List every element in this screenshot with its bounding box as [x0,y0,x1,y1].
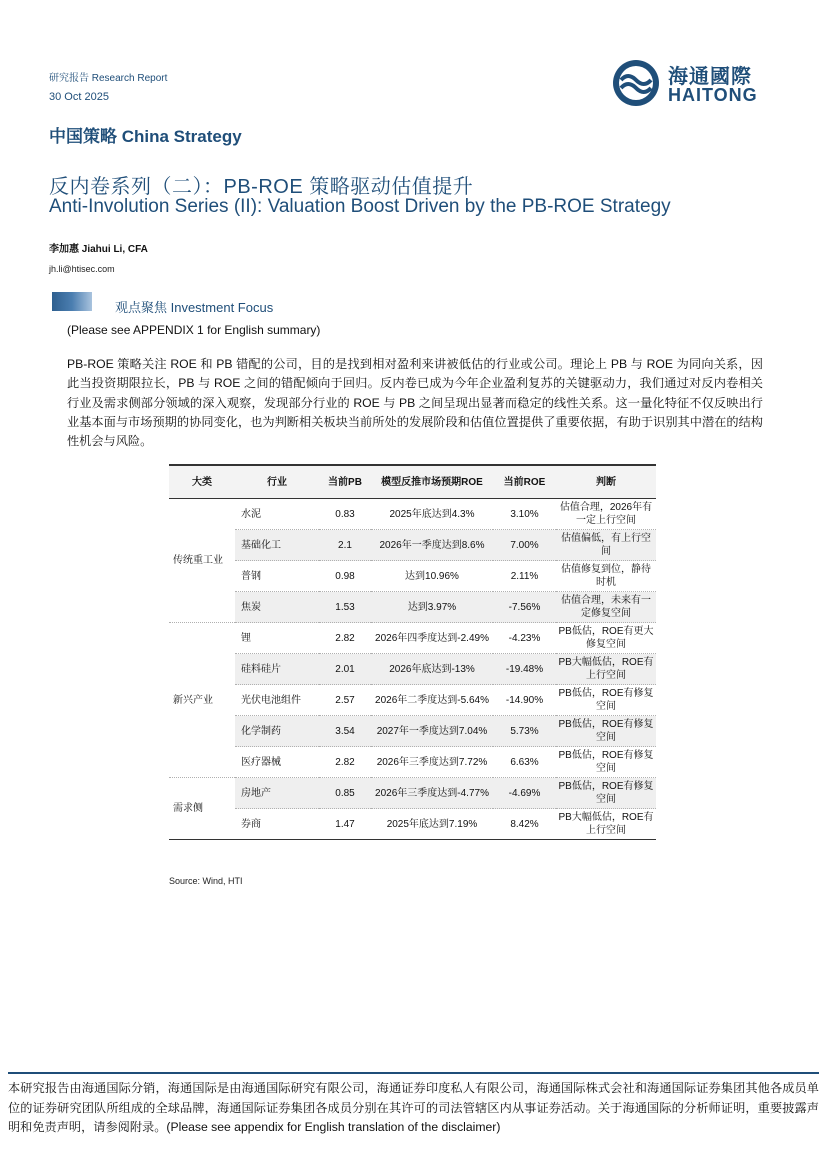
pb-cell: 2.82 [319,623,371,654]
industry-cell: 化学制药 [235,716,319,747]
expected-roe-cell: 2026年三季度达到-4.77% [371,778,493,809]
judgment-cell: PB低估，ROE有更大修复空间 [556,623,656,654]
pb-cell: 0.98 [319,561,371,592]
header-current-roe: 当前ROE [493,465,556,499]
expected-roe-cell: 2026年底达到-13% [371,654,493,685]
report-title-chinese: 反内卷系列（二）：PB-ROE 策略驱动估值提升 [49,176,474,198]
table-row [169,716,656,747]
table-row [169,499,656,530]
expected-roe-cell: 2025年底达到7.19% [371,809,493,840]
header-category: 大类 [169,465,235,499]
pb-cell: 1.47 [319,809,371,840]
table-row [169,530,656,561]
judgment-cell: 估值修复到位，静待时机 [556,561,656,592]
header-industry: 行业 [235,465,319,499]
pb-cell: 2.82 [319,747,371,778]
pb-cell: 1.53 [319,592,371,623]
expected-roe-cell: 达到10.96% [371,561,493,592]
category-cell: 传统重工业 [169,499,235,623]
roe-cell: -4.23% [493,623,556,654]
pb-cell: 0.83 [319,499,371,530]
expected-roe-cell: 2025年底达到4.3% [371,499,493,530]
judgment-cell: 估值合理，2026年有一定上行空间 [556,499,656,530]
roe-cell: -7.56% [493,592,556,623]
judgment-cell: PB大幅低估，ROE有上行空间 [556,809,656,840]
industry-cell: 焦炭 [235,592,319,623]
category-cell: 需求侧 [169,778,235,840]
judgment-cell: 估值偏低，有上行空间 [556,530,656,561]
industry-cell: 普钢 [235,561,319,592]
disclaimer: 本研究报告由海通国际分销，海通国际是由海通国际研究有限公司，海通证券印度私人有限公司，海通国际株式会社和海通国际证券集团其他各成员单位的证券研究团队所组成的全球品牌，海通国际证券集团各成员分别在其许可的司法管辖区内从事证券活动。关于海通国际的分析师证明，重要披露声明和免责声明，请参阅附录。(Please see appendix for English translation of the disclaimer) [8,1072,819,1138]
table-source: Source: Wind, HTI [169,876,243,886]
haitong-logo-icon [608,58,664,108]
roe-cell: -19.48% [493,654,556,685]
judgment-cell: 估值合理，未来有一定修复空间 [556,592,656,623]
judgment-cell: PB大幅低估，ROE有上行空间 [556,654,656,685]
roe-cell: 7.00% [493,530,556,561]
table-row [169,654,656,685]
industry-cell: 水泥 [235,499,319,530]
pb-cell: 3.54 [319,716,371,747]
industry-cell: 光伏电池组件 [235,685,319,716]
expected-roe-cell: 2026年一季度达到8.6% [371,530,493,561]
pb-cell: 2.57 [319,685,371,716]
roe-cell: 2.11% [493,561,556,592]
expected-roe-cell: 达到3.97% [371,592,493,623]
industry-cell: 基础化工 [235,530,319,561]
table-row [169,809,656,840]
logo-english-name: HAITONG [668,85,758,105]
industry-cell: 房地产 [235,778,319,809]
table-row [169,747,656,778]
roe-cell: -4.69% [493,778,556,809]
paragraph-text: PB-ROE 策略关注 ROE 和 PB 错配的公司，目的是找到相对盈利来讲被低估的行业或公司。理论上 PB 与 ROE 为同向关系，因此当投资期限拉长，PB 与 ROE 之间的错配倾向于回归。反内卷已成为今年企业盈利复苏的关键驱动力，我们通过对反内卷相关行业及需求侧部分领域的深入观察，发现部分行业的 ROE 与 PB 之间呈现出显著而稳定的线性关系。这一量化特征不仅反映出行业基本面与市场预期的协同变化，也为判断相关板块当前所处的发展阶段和估值位置提供了重要依据，有助于识别其中潜在的结构性机会与风险。 [67,357,763,449]
judgment-cell: PB低估，ROE有修复空间 [556,685,656,716]
table-header-row [169,465,656,499]
header-judgment: 判断 [556,465,656,499]
industry-cell: 券商 [235,809,319,840]
pb-cell: 0.85 [319,778,371,809]
industry-cell: 锂 [235,623,319,654]
report-title-english: Anti-Involution Series (II): Valuation Boost Driven by the PB-ROE Strategy [49,196,671,217]
author-email[interactable]: jh.li@htisec.com [49,264,115,274]
header-current-pb: 当前PB [319,465,371,499]
focus-label: 观点聚焦 Investment Focus [115,300,274,315]
pb-cell: 2.1 [319,530,371,561]
judgment-cell: PB低估，ROE有修复空间 [556,716,656,747]
author-name: 李加惠 Jiahui Li, CFA [49,244,148,255]
judgment-cell: PB低估，ROE有修复空间 [556,747,656,778]
industry-cell: 医疗器械 [235,747,319,778]
table-row [169,561,656,592]
header-expected-roe: 模型反推市场预期ROE [371,465,493,499]
report-date: 30 Oct 2025 [49,91,109,103]
roe-cell: 8.42% [493,809,556,840]
pb-cell: 2.01 [319,654,371,685]
appendix-note: (Please see APPENDIX 1 for English summary) [67,323,321,337]
expected-roe-cell: 2026年二季度达到-5.64% [371,685,493,716]
focus-marker [52,292,92,311]
roe-cell: 6.63% [493,747,556,778]
pb-roe-table [169,464,656,840]
table-row [169,592,656,623]
summary-paragraph [67,355,763,451]
roe-cell: 3.10% [493,499,556,530]
report-type: 研究报告 Research Report [49,73,168,84]
expected-roe-cell: 2026年三季度达到7.72% [371,747,493,778]
industry-cell: 硅料硅片 [235,654,319,685]
table-row [169,685,656,716]
table-row [169,623,656,654]
haitong-logo [608,58,768,108]
category-cell: 新兴产业 [169,623,235,778]
roe-cell: -14.90% [493,685,556,716]
logo-chinese-name: 海通國際 [668,66,752,88]
expected-roe-cell: 2027年一季度达到7.04% [371,716,493,747]
expected-roe-cell: 2026年四季度达到-2.49% [371,623,493,654]
table-row [169,778,656,809]
roe-cell: 5.73% [493,716,556,747]
judgment-cell: PB低估，ROE有修复空间 [556,778,656,809]
section-title: 中国策略 China Strategy [49,127,242,146]
